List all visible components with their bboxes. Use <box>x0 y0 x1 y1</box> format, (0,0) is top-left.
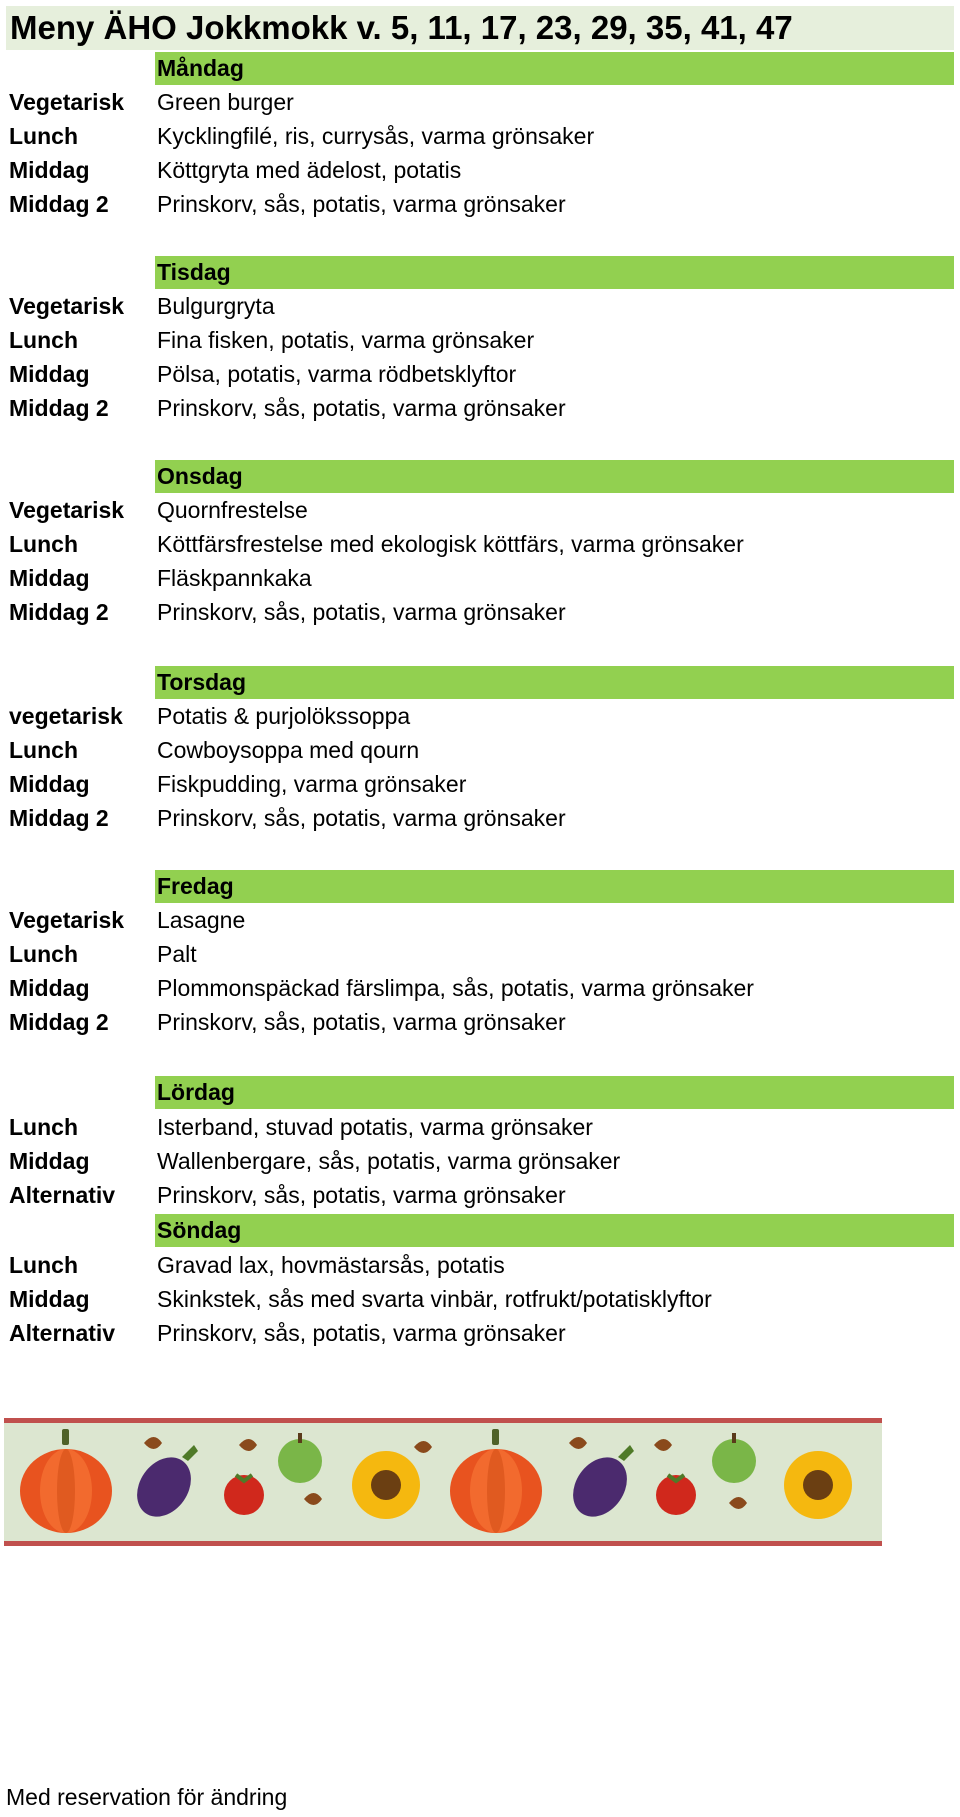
row-dish: Bulgurgryta <box>157 293 275 319</box>
day-header-torsdag: Torsdag <box>155 666 954 699</box>
row-dish: Potatis & purjolökssoppa <box>157 703 411 729</box>
sunflower-icon <box>352 1451 420 1519</box>
row-dish: Fläskpannkaka <box>157 565 312 591</box>
row-label: Lunch <box>9 737 78 763</box>
row-dish: Kycklingfilé, ris, currysås, varma grönsaker <box>157 123 595 149</box>
row-dish: Prinskorv, sås, potatis, varma grönsaker <box>157 1009 566 1035</box>
row-dish: Isterband, stuvad potatis, varma grönsaker <box>157 1114 593 1140</box>
day-header-mandag: Måndag <box>155 52 954 85</box>
row-label: Alternativ <box>9 1182 116 1208</box>
row-dish: Green burger <box>157 89 294 115</box>
row-dish: Prinskorv, sås, potatis, varma grönsaker <box>157 1182 566 1208</box>
row-label: Middag <box>9 361 90 387</box>
row-label: Middag 2 <box>9 191 109 217</box>
row-dish: Skinkstek, sås med svarta vinbär, rotfrukt/potatisklyftor <box>157 1286 712 1312</box>
day-header-sondag: Söndag <box>155 1214 954 1247</box>
row-label: Lunch <box>9 1114 78 1140</box>
day-header-tisdag: Tisdag <box>155 256 954 289</box>
sunflower-icon <box>784 1451 852 1519</box>
day-header-onsdag: Onsdag <box>155 460 954 493</box>
row-dish: Fiskpudding, varma grönsaker <box>157 771 467 797</box>
row-label: Middag <box>9 1286 90 1312</box>
row-label: Middag <box>9 1148 90 1174</box>
row-dish: Pölsa, potatis, varma rödbetsklyftor <box>157 361 517 387</box>
row-label: Middag 2 <box>9 1009 109 1035</box>
row-dish: Prinskorv, sås, potatis, varma grönsaker <box>157 805 566 831</box>
row-dish: Prinskorv, sås, potatis, varma grönsaker <box>157 191 566 217</box>
row-label: Middag 2 <box>9 395 109 421</box>
row-label: Vegetarisk <box>9 293 125 319</box>
row-label: Middag 2 <box>9 805 109 831</box>
footer-note: Med reservation för ändring <box>6 1784 288 1810</box>
row-label: Vegetarisk <box>9 907 125 933</box>
row-dish: Fina fisken, potatis, varma grönsaker <box>157 327 535 353</box>
row-dish: Palt <box>157 941 197 967</box>
row-label: Vegetarisk <box>9 497 125 523</box>
autumn-banner <box>4 1418 882 1546</box>
tomato-icon <box>224 1475 264 1515</box>
day-header-fredag: Fredag <box>155 870 954 903</box>
pumpkin-icon <box>450 1429 542 1533</box>
row-dish: Wallenbergare, sås, potatis, varma grönsaker <box>157 1148 621 1174</box>
row-dish: Cowboysoppa med qourn <box>157 737 420 763</box>
row-dish: Gravad lax, hovmästarsås, potatis <box>157 1252 505 1278</box>
tomato-icon <box>656 1475 696 1515</box>
row-label: Lunch <box>9 941 78 967</box>
pumpkin-icon <box>20 1429 112 1533</box>
apple-icon <box>712 1433 756 1483</box>
row-label: Middag <box>9 565 90 591</box>
day-header-lordag: Lördag <box>155 1076 954 1109</box>
row-label: vegetarisk <box>9 703 123 729</box>
row-label: Lunch <box>9 531 78 557</box>
row-label: Middag <box>9 157 90 183</box>
row-label: Lunch <box>9 327 78 353</box>
eggplant-icon <box>562 1445 638 1527</box>
page-title: Meny ÄHO Jokkmokk v. 5, 11, 17, 23, 29, 35, 41, 47 <box>6 6 954 50</box>
row-dish: Köttfärsfrestelse med ekologisk köttfärs, varma grönsaker <box>157 531 744 557</box>
row-label: Lunch <box>9 123 78 149</box>
row-label: Middag <box>9 771 90 797</box>
row-dish: Quornfrestelse <box>157 497 308 523</box>
row-label: Alternativ <box>9 1320 116 1346</box>
eggplant-icon <box>126 1445 202 1527</box>
row-label: Middag 2 <box>9 599 109 625</box>
row-label: Vegetarisk <box>9 89 125 115</box>
apple-icon <box>278 1433 322 1483</box>
row-dish: Köttgryta med ädelost, potatis <box>157 157 462 183</box>
row-dish: Lasagne <box>157 907 246 933</box>
row-label: Middag <box>9 975 90 1001</box>
row-dish: Prinskorv, sås, potatis, varma grönsaker <box>157 395 566 421</box>
row-dish: Prinskorv, sås, potatis, varma grönsaker <box>157 599 566 625</box>
row-dish: Plommonspäckad färslimpa, sås, potatis, varma grönsaker <box>157 975 754 1001</box>
row-label: Lunch <box>9 1252 78 1278</box>
row-dish: Prinskorv, sås, potatis, varma grönsaker <box>157 1320 566 1346</box>
